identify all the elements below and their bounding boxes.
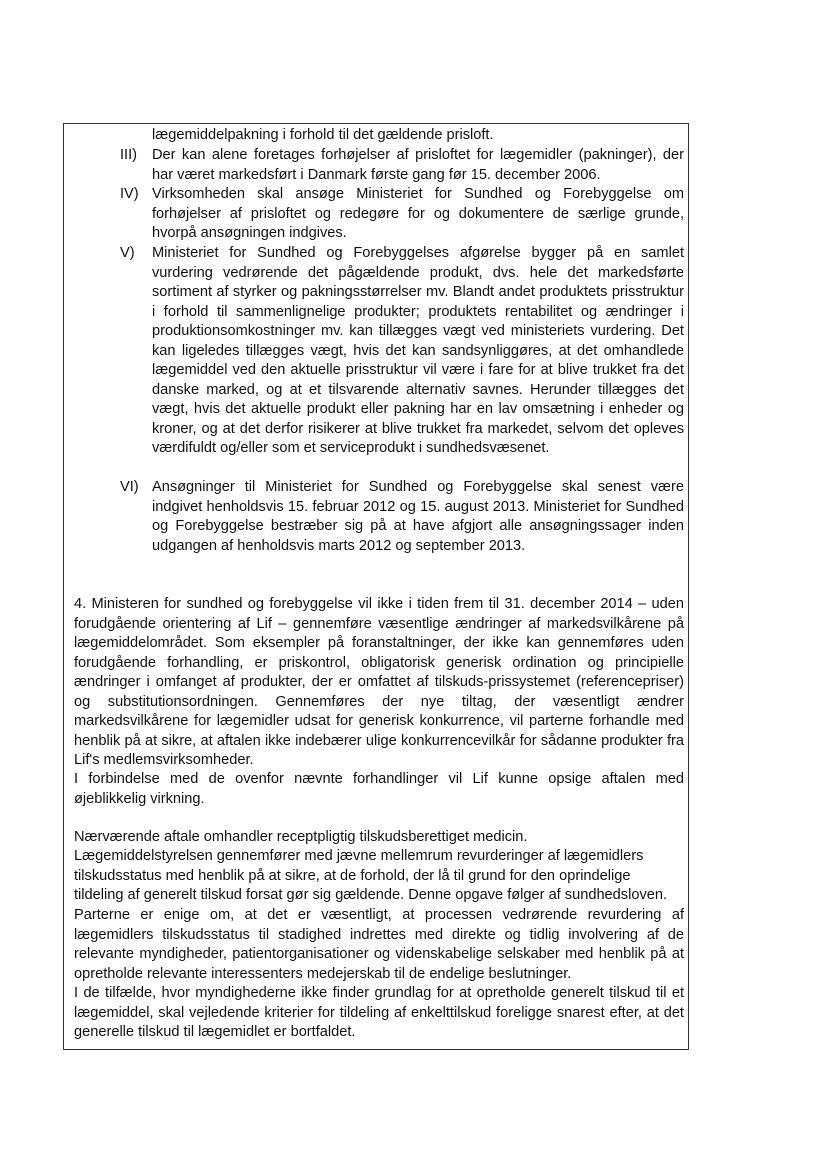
list-item-v: Ministeriet for Sundhed og Forebyggelses afgørelse bygger på en samlet vurdering vedrørende det pågældende produkt, dvs. hele det markedsførte sortiment af styrker og pakningsstørrelser mv. Blandt andet produktets prisstruktur i forhold til sammenlignelige produkter; produktets rentabilitet og ændringer i produktionsomkostninger mv. kan tillægges vægt ved ministeriets vurdering. Det kan ligeledes tillægges vægt, hvis det kan sandsynliggøres, at det omhandlede lægemiddel ved den aktuelle prisstruktur vil være i fare for at blive trukket fra det danske marked, og at et tilsvarende alternativ savnes. Herunder tillægges det vægt, hvis det aktuelle produkt eller pakning har en lav omsætning i enheder og kroner, og at det derfor risikerer at blive trukket fra markedet, selvom det opleves værdifuldt og/eller som et serviceprodukt i sundhedsvæsenet.	[152, 245, 684, 456]
list-item-vi: Ansøgninger til Ministeriet for Sundhed og Forebyggelse skal senest være indgivet henholdsvis 15. februar 2012 og 15. august 2013. Ministeriet for Sundhed og Forebyggelse bestræber sig på at have afgjort alle ansøgningssager inden udgangen af henholdsvis marts 2012 og september 2013.	[152, 479, 684, 554]
list-marker-vi: VI)	[120, 479, 139, 495]
individual-subsidy-paragraph: I de tilfælde, hvor myndighederne ikke finder grundlag for at opretholde generelt tilskud til et lægemiddel, skal vejledende kriterier for tildeling af enkelttilskud foreligge snarest efter, at det generelle tilskud til lægemidlet er bortfaldet.	[74, 985, 684, 1040]
list-marker-iv: IV)	[120, 186, 139, 202]
list-marker-iii: III)	[120, 147, 138, 163]
termination-paragraph: I forbindelse med de ovenfor nævnte forhandlinger vil Lif kunne opsige aftalen med øjeblikkelig virkning.	[74, 771, 684, 807]
list-item-iii: Der kan alene foretages forhøjelser af prisloftet for lægemidler (pakninger), der har været markedsført i Danmark første gang før 15. december 2006.	[152, 147, 684, 183]
section-4-paragraph: 4. Ministeren for sundhed og forebyggelse vil ikke i tiden frem til 31. december 2014 – uden forudgående orientering af Lif – gennemføre væsentlige ændringer af markedsvilkårene på lægemiddelområdet. Som eksempler på foranstaltninger, der ikke kan gennemføres uden forudgående forhandling, er priskontrol, obligatorisk generisk ordination og principielle ændringer i omfanget af produkter, der er omfattet af tilskuds-prissystemet (referencepriser) og substitutionsordningen. Gennemføres der nye tiltag, der væsentligt ændrer markedsvilkårene for lægemidler udsat for generisk konkurrence, vil parterne forhandle med henblik på at sikre, at aftalen ikke indebærer ulige konkurrencevilkår for sådanne produkter fra Lif's medlemsvirksomheder.	[74, 596, 684, 768]
agreement-scope-paragraph: Nærværende aftale omhandler receptpligtig tilskudsberettiget medicin.	[74, 829, 528, 845]
list-marker-v: V)	[120, 245, 135, 261]
list-item-iv: Virksomheden skal ansøge Ministeriet for Sundhed og Forebyggelse om forhøjelser af prisloftet og redegøre for og dokumentere de særlige grunde, hvorpå ansøgningen indgives.	[152, 186, 684, 241]
continuation-line: lægemiddelpakning i forhold til det gældende prisloft.	[152, 127, 494, 143]
parties-agree-paragraph: Parterne er enige om, at det er væsentligt, at processen vedrørende revurdering af lægemidlers tilskudsstatus til stadighed indrettes med direkte og tidlig involvering af de relevante myndigheder, patientorganisationer og videnskabelige selskaber med henblik på at opretholde relevante interessenters medejerskab til de endelige beslutninger.	[74, 907, 684, 982]
agency-review-paragraph: Lægemiddelstyrelsen gennemfører med jævne mellemrum revurderinger af lægemidlers tilskudsstatus med henblik på at sikre, at de forhold, der lå til grund for den oprindelige tildeling af generelt tilskud forsat gør sig gældende. Denne opgave følger af sundhedsloven.	[74, 848, 668, 903]
